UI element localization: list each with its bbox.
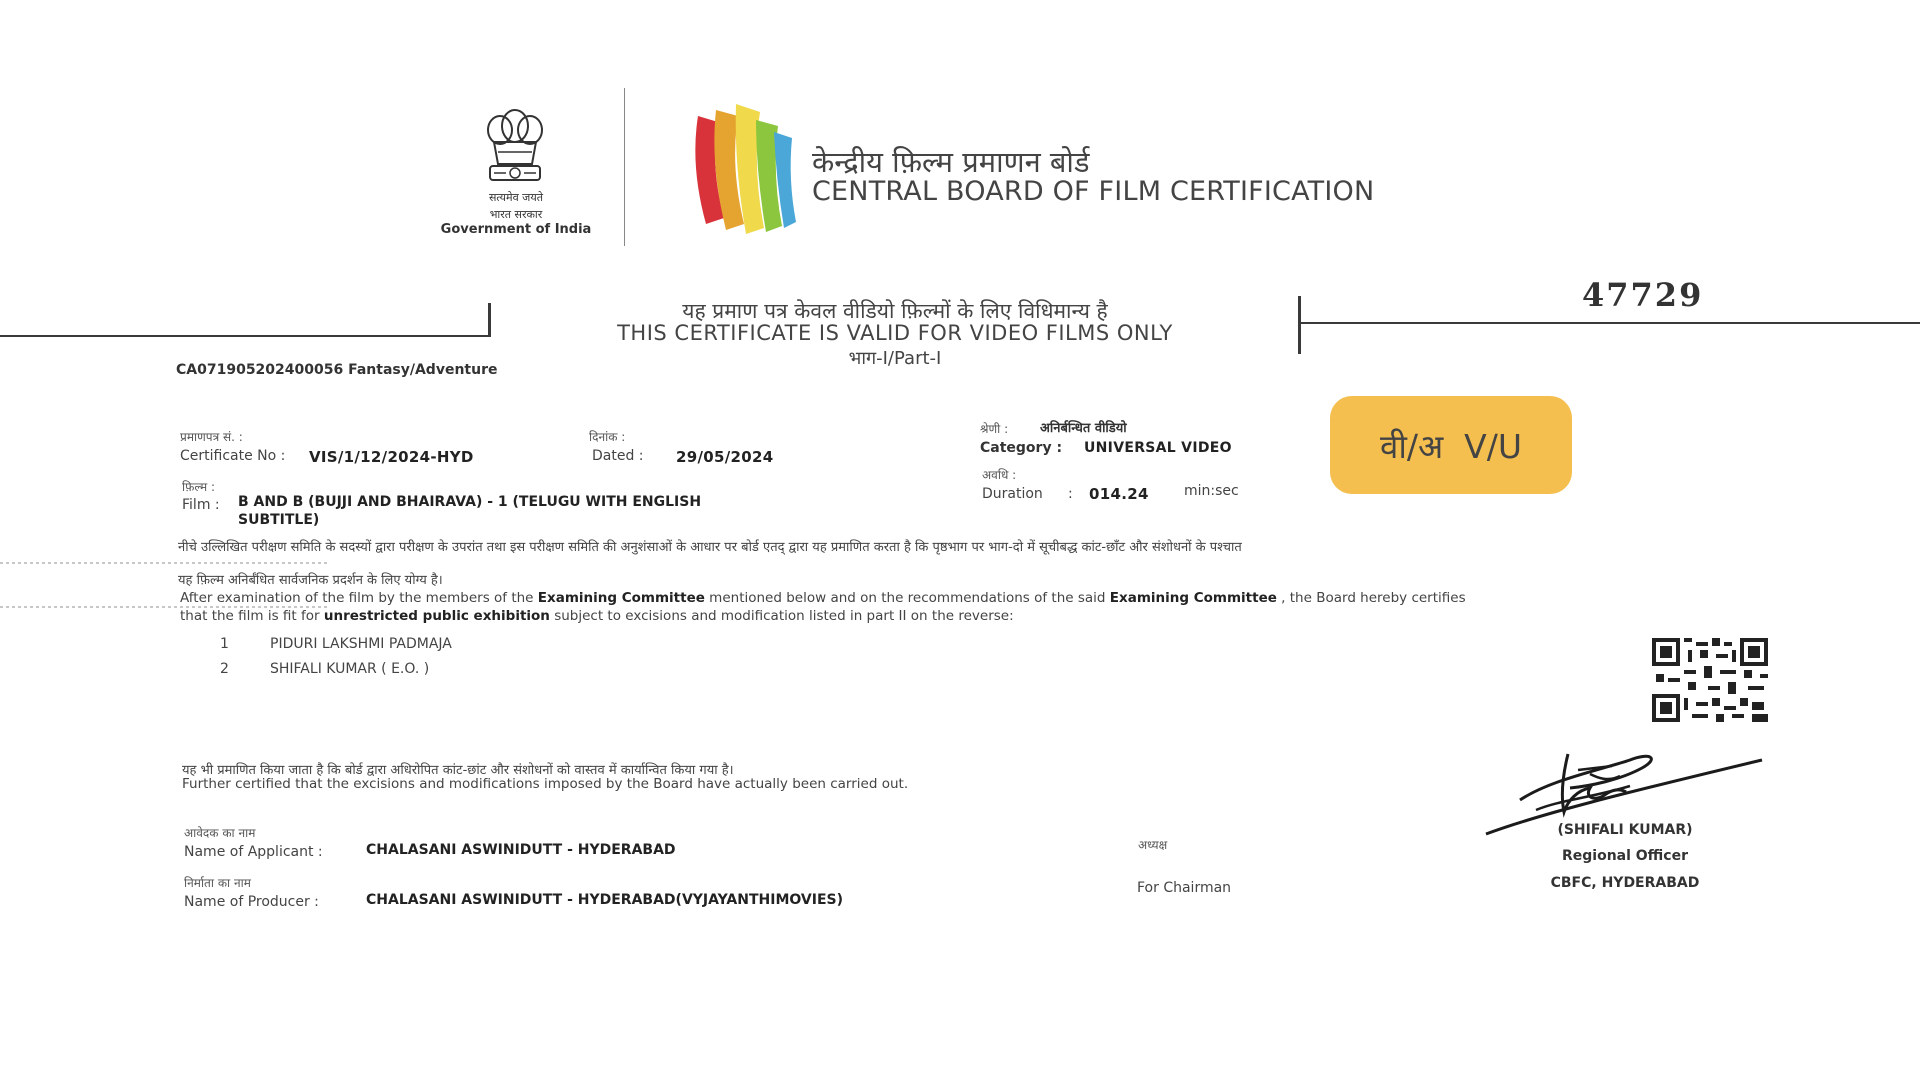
statement-english-line2 (180, 608, 1014, 624)
committee-number: 1 (220, 636, 229, 652)
scan-artifact-line (0, 562, 330, 564)
statement-text: After examination of the film by the members of the (180, 590, 538, 606)
national-emblem-icon (474, 108, 556, 198)
category-hindi-label: श्रेणी : (980, 422, 1009, 436)
statement-text: that the film is fit for (180, 608, 324, 624)
cbfc-logo-icon (680, 96, 800, 236)
statement-emphasis: unrestricted public exhibition (323, 608, 550, 624)
producer-label: Name of Producer : (184, 894, 319, 910)
committee-number: 2 (220, 661, 229, 677)
qr-code-icon[interactable] (1652, 637, 1768, 723)
statement-text: mentioned below and on the recommendations of the said (704, 590, 1110, 606)
chairman-hindi: अध्यक्ष (1138, 838, 1168, 852)
duration-separator: : (1068, 486, 1073, 502)
dated-label: Dated : (592, 448, 644, 464)
producer-value: CHALASANI ASWINIDUTT - HYDERABAD(VYJAYANTHIMOVIES) (366, 892, 843, 908)
rating-badge: वी/अ V/U (1330, 396, 1572, 494)
header-divider (624, 88, 625, 246)
statement-emphasis: Examining Committee (1109, 590, 1277, 606)
further-english: Further certified that the excisions and modifications imposed by the Board have actually been carried out. (182, 776, 909, 792)
certificate-no-hindi: प्रमाणपत्र सं. : (180, 430, 243, 444)
list-item (220, 661, 452, 686)
category-value: UNIVERSAL VIDEO (1084, 440, 1232, 456)
producer-hindi-label: निर्माता का नाम (184, 876, 251, 890)
film-title-line1: B AND B (BUJJI AND BHAIRAVA) - 1 (TELUGU WITH ENGLISH (238, 494, 702, 510)
category-hindi-value: अनिर्बन्धित वीडियो (1040, 421, 1127, 436)
duration-label: Duration (982, 486, 1043, 502)
validity-hindi: यह प्रमाण पत्र केवल वीडियो फ़िल्मों के लिए विधिमान्य है (682, 299, 1108, 323)
for-chairman: For Chairman (1137, 880, 1232, 896)
signatory-name: (SHIFALI KUMAR) (1557, 822, 1693, 838)
board-name-english: CENTRAL BOARD OF FILM CERTIFICATION (812, 176, 1375, 207)
left-rule (0, 335, 490, 337)
validity-english: THIS CERTIFICATE IS VALID FOR VIDEO FILMS ONLY (617, 321, 1173, 345)
dated-hindi: दिनांक : (589, 430, 626, 444)
right-rule-tick (1298, 296, 1301, 354)
validity-part: भाग-I/Part-I (848, 348, 942, 369)
government-english: Government of India (440, 222, 592, 237)
film-label: Film : (182, 497, 220, 513)
certificate-no-value: VIS/1/12/2024-HYD (309, 448, 474, 466)
committee-name: PIDURI LAKSHMI PADMAJA (270, 636, 452, 652)
statement-english-line1 (180, 590, 1466, 606)
statement-hindi-line2: यह फ़िल्म अनिर्बंधित सार्वजनिक प्रदर्शन के लिए योग्य है। (178, 573, 443, 588)
film-hindi-label: फ़िल्म : (182, 480, 216, 494)
emblem-motto: सत्यमेव जयते (488, 191, 543, 204)
applicant-label: Name of Applicant : (184, 844, 323, 860)
left-rule-tick (488, 303, 491, 337)
duration-hindi-label: अवधि : (982, 468, 1017, 482)
applicant-hindi-label: आवेदक का नाम (184, 826, 256, 840)
board-name-hindi: केन्द्रीय फ़िल्म प्रमाणन बोर्ड (812, 145, 1090, 179)
certificate-no-label: Certificate No : (180, 448, 286, 464)
dated-value: 29/05/2024 (676, 448, 774, 466)
statement-text: subject to excisions and modification listed in part II on the reverse: (549, 608, 1014, 624)
film-title-line2: SUBTITLE) (238, 512, 320, 528)
right-rule (1298, 322, 1920, 324)
category-label: Category : (980, 440, 1063, 456)
committee-name: SHIFALI KUMAR ( E.O. ) (270, 661, 430, 677)
applicant-value: CHALASANI ASWINIDUTT - HYDERABAD (366, 842, 676, 858)
further-hindi: यह भी प्रमाणित किया जाता है कि बोर्ड द्वारा अधिरोपित कांट-छांट और संशोधनों को वास्तव में कार्यान्वित किया गया है। (182, 763, 734, 778)
serial-number: 47729 (1582, 276, 1704, 314)
reference-code: CA071905202400056 Fantasy/Adventure (176, 362, 498, 378)
duration-value: 014.24 (1089, 485, 1149, 503)
statement-emphasis: Examining Committee (537, 590, 705, 606)
duration-unit: min:sec (1184, 483, 1239, 499)
committee-list (220, 636, 452, 686)
signatory-title: Regional Officer (1561, 848, 1688, 864)
statement-hindi-line1: नीचे उल्लिखित परीक्षण समिति के सदस्यों द्वारा परीक्षण के उपरांत तथा इस परीक्षण समिति की अनुशंसाओं के आधार पर बोर्ड एतद् द्वारा यह प्रमाणित करता है कि पृष्ठभाग पर भाग-दो में सूचीबद्ध कांट-छाँट और संशोधनों के पश्चात (178, 540, 1242, 555)
list-item (220, 636, 452, 661)
signatory-office: CBFC, HYDERABAD (1550, 875, 1700, 891)
government-hindi: भारत सरकार (489, 208, 543, 221)
statement-text: , the Board hereby certifies (1276, 590, 1466, 606)
